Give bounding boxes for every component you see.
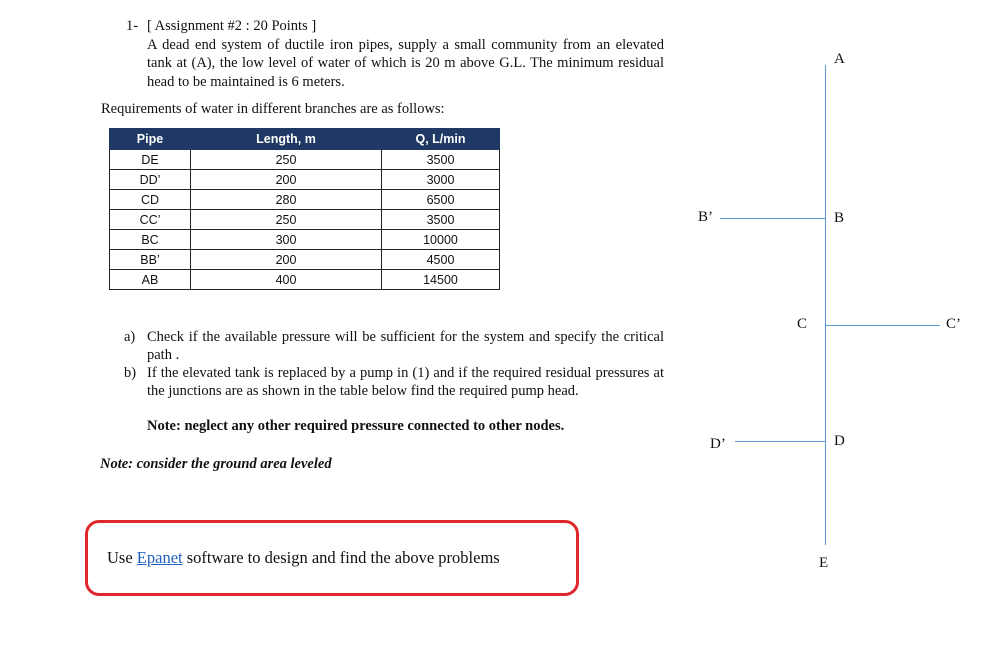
- problem-paragraph: A dead end system of ductile iron pipes, supply a small community from an elevated tank at (A), the low level of water of which is 20 m above G.L. The minimum residual head to be maintained is 6 meters.: [147, 37, 664, 90]
- node-label-e: E: [819, 555, 829, 571]
- cell-flow: 3500: [382, 150, 500, 170]
- task-a-marker: a): [124, 329, 136, 345]
- task-a-text: Check if the available pressure will be sufficient for the system and specify the critical path .: [147, 329, 664, 363]
- cell-pipe: AB: [110, 270, 191, 290]
- callout-suffix: software to design and find the above problems: [182, 548, 500, 567]
- table-row: [110, 170, 500, 190]
- epanet-link[interactable]: Epanet: [136, 548, 183, 567]
- table-row: [110, 250, 500, 270]
- task-b-marker: b): [124, 365, 137, 381]
- branch-pipe-dd: [735, 441, 825, 442]
- cell-flow: 6500: [382, 190, 500, 210]
- question-number: 1-: [126, 18, 139, 34]
- cell-length: 250: [191, 150, 382, 170]
- node-label-b-prime: B’: [698, 209, 713, 225]
- cell-length: 400: [191, 270, 382, 290]
- table-row: [110, 230, 500, 250]
- assignment-title: [ Assignment #2 : 20 Points ]: [147, 18, 317, 34]
- main-pipe-line: [825, 65, 826, 545]
- requirements-intro: Requirements of water in different branches are as follows:: [101, 101, 445, 117]
- cell-flow: 14500: [382, 270, 500, 290]
- cell-flow: 4500: [382, 250, 500, 270]
- task-b: [124, 364, 664, 400]
- table-header-row: [110, 129, 500, 150]
- cell-flow: 3500: [382, 210, 500, 230]
- ground-note: Note: consider the ground area leveled: [100, 456, 332, 472]
- node-label-d: D: [834, 433, 845, 449]
- task-b-text: If the elevated tank is replaced by a pump in (1) and if the required residual pressures at the junctions are as shown in the table below find the required pump head.: [147, 365, 664, 399]
- cell-length: 250: [191, 210, 382, 230]
- branch-pipe-cc: [825, 325, 940, 326]
- table-row: [110, 210, 500, 230]
- cell-length: 200: [191, 170, 382, 190]
- table-row: [110, 270, 500, 290]
- cell-pipe: DD’: [110, 170, 191, 190]
- cell-length: 200: [191, 250, 382, 270]
- cell-pipe: BC: [110, 230, 191, 250]
- task-list: [124, 328, 664, 400]
- cell-flow: 3000: [382, 170, 500, 190]
- task-a: [124, 328, 664, 364]
- table-row: [110, 150, 500, 170]
- cell-pipe: CD: [110, 190, 191, 210]
- cell-pipe: CC’: [110, 210, 191, 230]
- column-header-flow: Q, L/min: [382, 129, 500, 150]
- cell-pipe: BB’: [110, 250, 191, 270]
- branch-pipe-bb: [720, 218, 825, 219]
- cell-pipe: DE: [110, 150, 191, 170]
- node-label-a: A: [834, 51, 845, 67]
- cell-length: 280: [191, 190, 382, 210]
- pressure-note: Note: neglect any other required pressure connected to other nodes.: [147, 418, 565, 434]
- node-label-d-prime: D’: [710, 436, 726, 452]
- column-header-pipe: Pipe: [110, 129, 191, 150]
- cell-length: 300: [191, 230, 382, 250]
- epanet-callout-text: [107, 548, 500, 568]
- table-row: [110, 190, 500, 210]
- node-label-c: C: [797, 316, 808, 332]
- requirements-table: [109, 128, 500, 290]
- callout-prefix: Use: [107, 548, 137, 567]
- cell-flow: 10000: [382, 230, 500, 250]
- column-header-length: Length, m: [191, 129, 382, 150]
- node-label-c-prime: C’: [946, 316, 961, 332]
- node-label-b: B: [834, 210, 845, 226]
